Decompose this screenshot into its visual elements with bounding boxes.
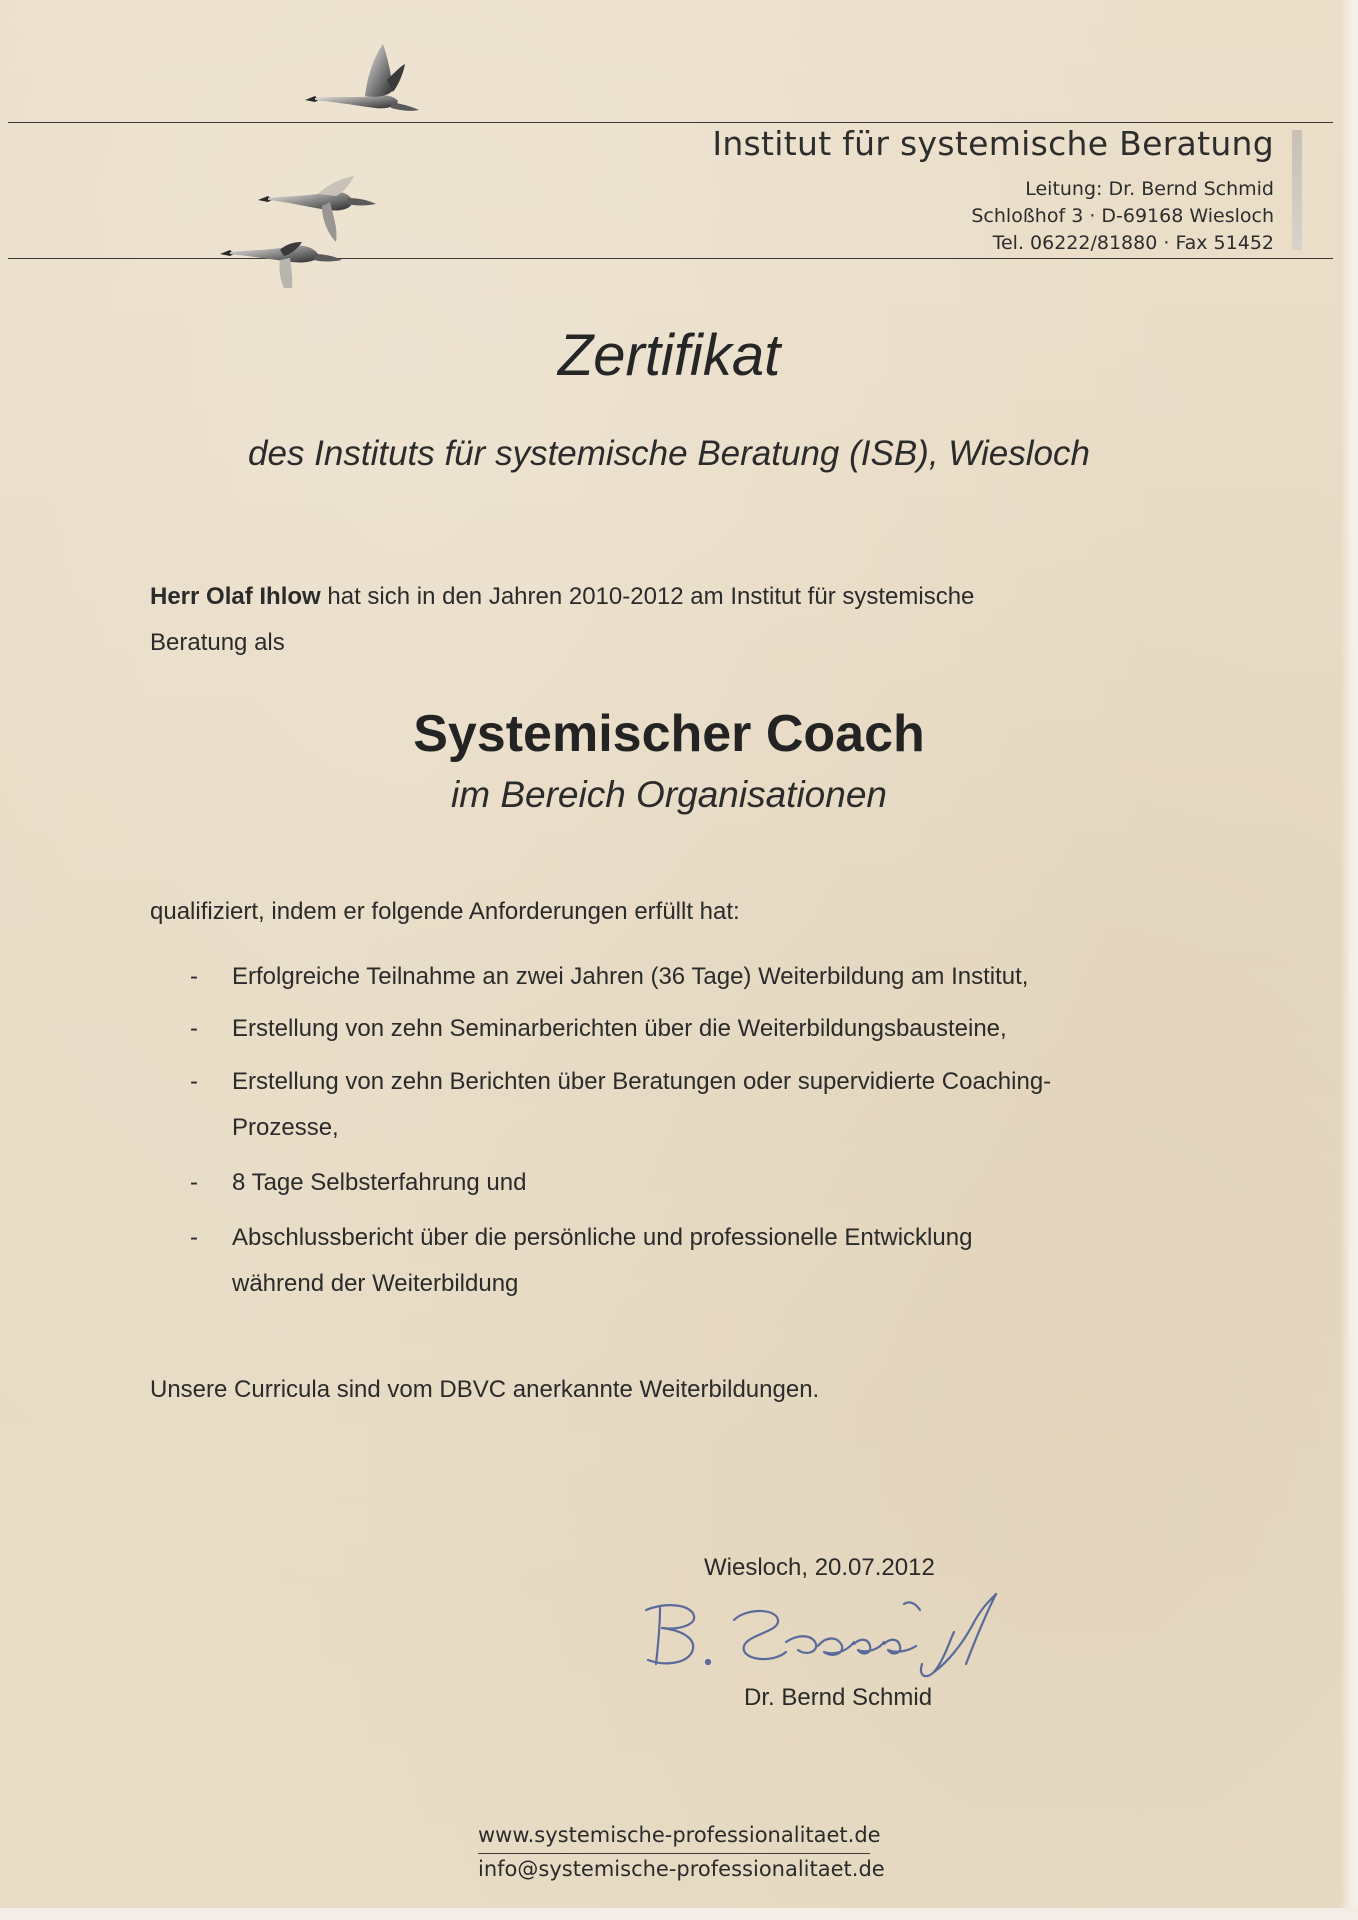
institute-name: Institut für systemische Beratung: [712, 124, 1274, 163]
list-bullet-dash: -: [190, 1224, 198, 1251]
list-item-line: Abschlussbericht über die persönliche und professionelle Entwicklung: [232, 1224, 973, 1251]
list-bullet-dash: -: [190, 1068, 198, 1095]
list-item-line: Erstellung von zehn Seminarberichten über die Weiterbildungsbausteine,: [232, 1015, 1007, 1042]
intro-paragraph: [150, 574, 1150, 666]
qualification-subtitle: im Bereich Organisationen: [451, 774, 887, 815]
intro-line-1-text: hat sich in den Jahren 2010-2012 am Institut für systemische: [327, 583, 975, 610]
list-item-text: [232, 1059, 1192, 1151]
list-bullet-dash: -: [190, 1169, 198, 1196]
letterhead-side-bar: [1292, 130, 1302, 250]
scan-edge: [1340, 0, 1358, 1920]
list-item-text: [232, 1160, 1192, 1206]
accreditation-note: Unsere Curricula sind vom DBVC anerkannte Weiterbildungen.: [150, 1376, 820, 1403]
footer-divider: [478, 1853, 870, 1854]
qualification-title: Systemischer Coach: [413, 705, 925, 763]
list-bullet-dash: -: [190, 963, 198, 990]
footer-email: info@systemische-professionalitaet.de: [478, 1857, 885, 1881]
institute-phone: Tel. 06222/81880 · Fax 51452: [992, 232, 1274, 254]
footer-website: www.systemische-professionalitaet.de: [478, 1823, 881, 1847]
flying-swans-icon: [210, 38, 470, 288]
swan-middle: [258, 176, 376, 242]
intro-line-1: [150, 574, 1150, 620]
requirements-lead: qualifiziert, indem er folgende Anforderungen erfüllt hat:: [150, 898, 740, 925]
intro-line-2: Beratung als: [150, 629, 285, 656]
place-date: Wiesloch, 20.07.2012: [704, 1554, 935, 1581]
swan-bottom: [220, 242, 342, 288]
list-item-line: während der Weiterbildung: [232, 1270, 519, 1297]
institute-leitung: Leitung: Dr. Bernd Schmid: [1025, 178, 1274, 200]
recipient-name: Herr Olaf Ihlow: [150, 583, 321, 610]
list-item-text: [232, 1215, 1192, 1307]
scan-bottom-edge: [0, 1908, 1358, 1920]
letterhead-top-rule: [8, 122, 1333, 123]
certificate-subtitle: des Instituts für systemische Beratung (ISB), Wiesloch: [248, 434, 1090, 473]
institute-contact: [971, 176, 1274, 257]
swan-top: [305, 44, 419, 111]
institute-address: Schloßhof 3 · D-69168 Wiesloch: [971, 205, 1274, 227]
signer-name: Dr. Bernd Schmid: [744, 1684, 933, 1711]
certificate-title: Zertifikat: [557, 323, 781, 388]
list-item-text: [232, 954, 1192, 1000]
letterhead-bottom-rule: [8, 258, 1333, 259]
list-item-line: Erstellung von zehn Berichten über Beratungen oder supervidierte Coaching-: [232, 1068, 1052, 1095]
list-item-line: Erfolgreiche Teilnahme an zwei Jahren (36 Tage) Weiterbildung am Institut,: [232, 963, 1029, 990]
list-bullet-dash: -: [190, 1015, 198, 1042]
list-item-line: 8 Tage Selbsterfahrung und: [232, 1169, 527, 1196]
list-item-text: [232, 1006, 1192, 1052]
list-item-line: Prozesse,: [232, 1114, 339, 1141]
